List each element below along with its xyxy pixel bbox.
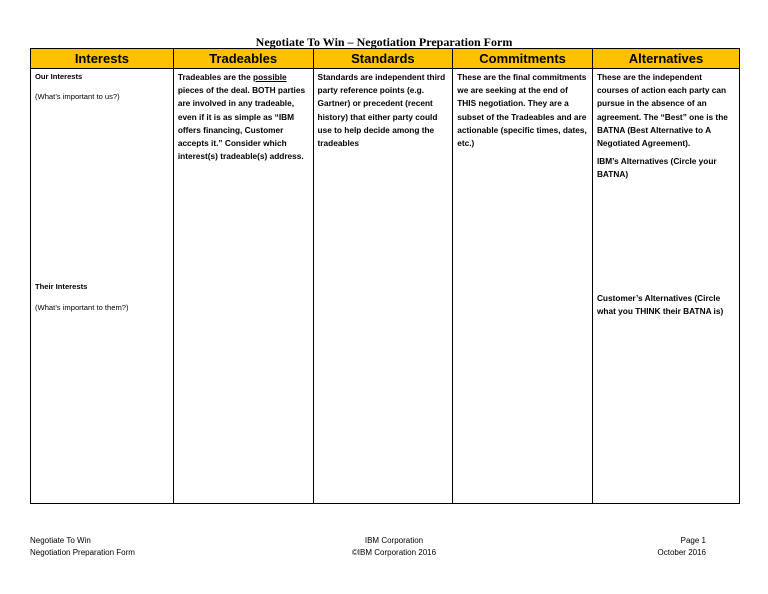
tradeables-underlined-word: possible — [253, 72, 287, 82]
header-alternatives: Alternatives — [592, 49, 739, 69]
tradeables-text-after: pieces of the deal. BOTH parties are involved in any tradeable, even if it is as simple as “IBM offers financing, Customer accepts it.” Consider which interest(s) tradeable(s) address. — [177, 85, 306, 162]
footer-page-number: Page 1 — [680, 536, 706, 545]
header-interests: Interests — [31, 49, 174, 69]
header-tradeables: Tradeables — [173, 49, 313, 69]
tradeables-cell[interactable] — [173, 69, 313, 504]
our-interests-label: Our Interests — [35, 72, 83, 81]
commitments-cell[interactable] — [453, 69, 593, 504]
form-body-row — [31, 69, 740, 504]
interests-cell[interactable] — [31, 69, 174, 504]
footer-copyright: ©IBM Corporation 2016 — [351, 548, 437, 557]
tradeables-text-before: Tradeables are the — [177, 72, 253, 82]
commitments-description: These are the final commitments we are seeking at the end of THIS negotiation. They are a subset of the Tradeables and are actionable (specific times, dates, etc.) — [457, 72, 587, 149]
header-commitments: Commitments — [453, 49, 593, 69]
their-interests-label: Their Interests — [35, 282, 88, 291]
their-interests-hint: (What’s important to them?) — [35, 303, 129, 312]
footer-doc-subtitle: Negotiation Preparation Form — [30, 548, 135, 557]
standards-cell[interactable] — [313, 69, 453, 504]
header-standards: Standards — [313, 49, 453, 69]
standards-description: Standards are independent third party reference points (e.g. Gartner) or precedent (recent history) that either party could use to help decide among the tradeables — [317, 72, 446, 149]
footer-date: October 2016 — [657, 548, 706, 557]
page-title: Negotiate To Win – Negotiation Preparation Form — [255, 35, 513, 49]
our-interests-hint: (What’s important to us?) — [35, 92, 120, 101]
alternatives-cell[interactable] — [592, 69, 739, 504]
footer-center — [0, 535, 768, 559]
customer-alternatives-label: Customer’s Alternatives (Circle what you THINK their BATNA is) — [596, 292, 724, 316]
ibm-alternatives-label: IBM’s Alternatives (Circle your BATNA) — [596, 156, 717, 180]
preparation-form-table — [30, 48, 740, 504]
footer-doc-title: Negotiate To Win — [30, 536, 91, 545]
alternatives-description: These are the independent courses of action each party can pursue in the absence of an agreement. The “Best” one is the BATNA (Best Alternative to A Negotiated Agreement). — [596, 72, 728, 149]
header-row — [31, 49, 740, 69]
footer-company: IBM Corporation — [364, 536, 424, 545]
footer-right — [658, 535, 706, 559]
